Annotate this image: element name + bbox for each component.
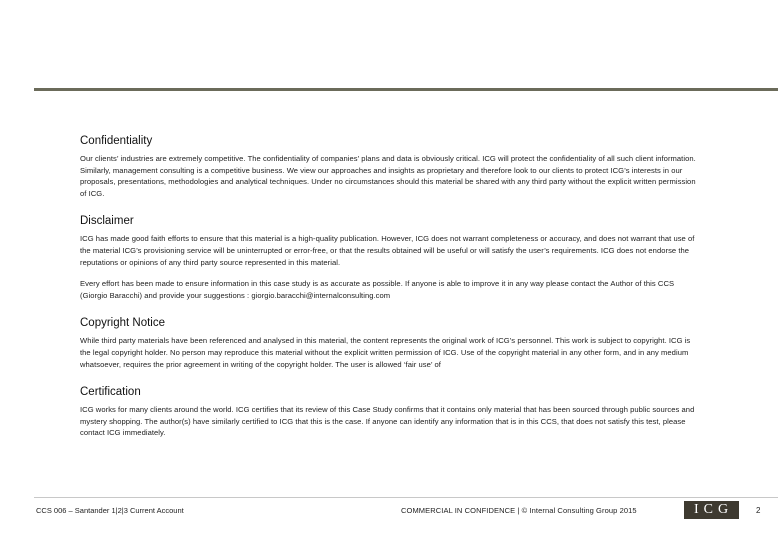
disclaimer-contact-text: Every effort has been made to ensure information in this case study is as accurate as possible. If anyone is able to improve it in any way please contact the Author of this CCS (Giorgio Baracchi) and provide your suggestions : giorgio.baracchi@internalconsulting.com [80,279,675,300]
confidentiality-text: Our clients’ industries are extremely competitive. The confidentiality of companies’ plans and data is obviously critical. ICG will protect the confidentiality of all such client information. Similarly, management consulting is a competitive business. We view our approaches and insights as proprietary and therefore look to our clients to protect ICG’s interests in our proposals, presentations, methodologies and analytical techniques. Under no circumstances should this material be shared with any third party without the explicit written permission of ICG. [80,154,696,198]
confidentiality-heading: Confidentiality [80,135,153,147]
footer-confidentiality-notice: COMMERCIAL IN CONFIDENCE | © Internal Consulting Group 2015 [401,506,637,515]
certification-heading: Certification [80,386,141,399]
header-divider [34,88,778,91]
copyright-text: While third party materials have been referenced and analysed in this material, the content represents the original work of ICG’s personnel. This work is subject to copyright. ICG is the legal copyright holder. No person may reproduce this material without the explicit written permission of ICG. Use of the copyright material in any other form, and in any medium whatsoever, requires the prior agreement in writing of the copyright holder. The user is allowed ‘fair use’ of [80,336,691,369]
icg-logo: ICG [684,501,739,519]
page-number: 2 [756,506,761,515]
disclaimer-text: ICG has made good faith efforts to ensure that this material is a high-quality publication. However, ICG does not warrant completeness or accuracy, and does not warrant that use of the material ICG’s provisioning service will be uninterrupted or error-free, or that the results obtained will be useful or will satisfy the user’s requirements. ICG does not endorse the reputations or opinions of any third party source represented in this material. [80,234,695,267]
footer-divider [34,497,778,498]
disclaimer-heading: Disclaimer [80,215,134,228]
certification-text: ICG works for many clients around the world. ICG certifies that its review of this Case Study confirms that it contains only material that has been sourced through public sources and mystery shopping. The author(s) have similarly certified to ICG that this is the case. If anyone can identify any information that is in this CCS, that does not satisfy this test, please contact ICG immediately. [80,405,695,438]
footer-document-title: CCS 006 – Santander 1|2|3 Current Account [36,506,184,515]
document-body [80,134,698,439]
copyright-heading: Copyright Notice [80,317,166,330]
